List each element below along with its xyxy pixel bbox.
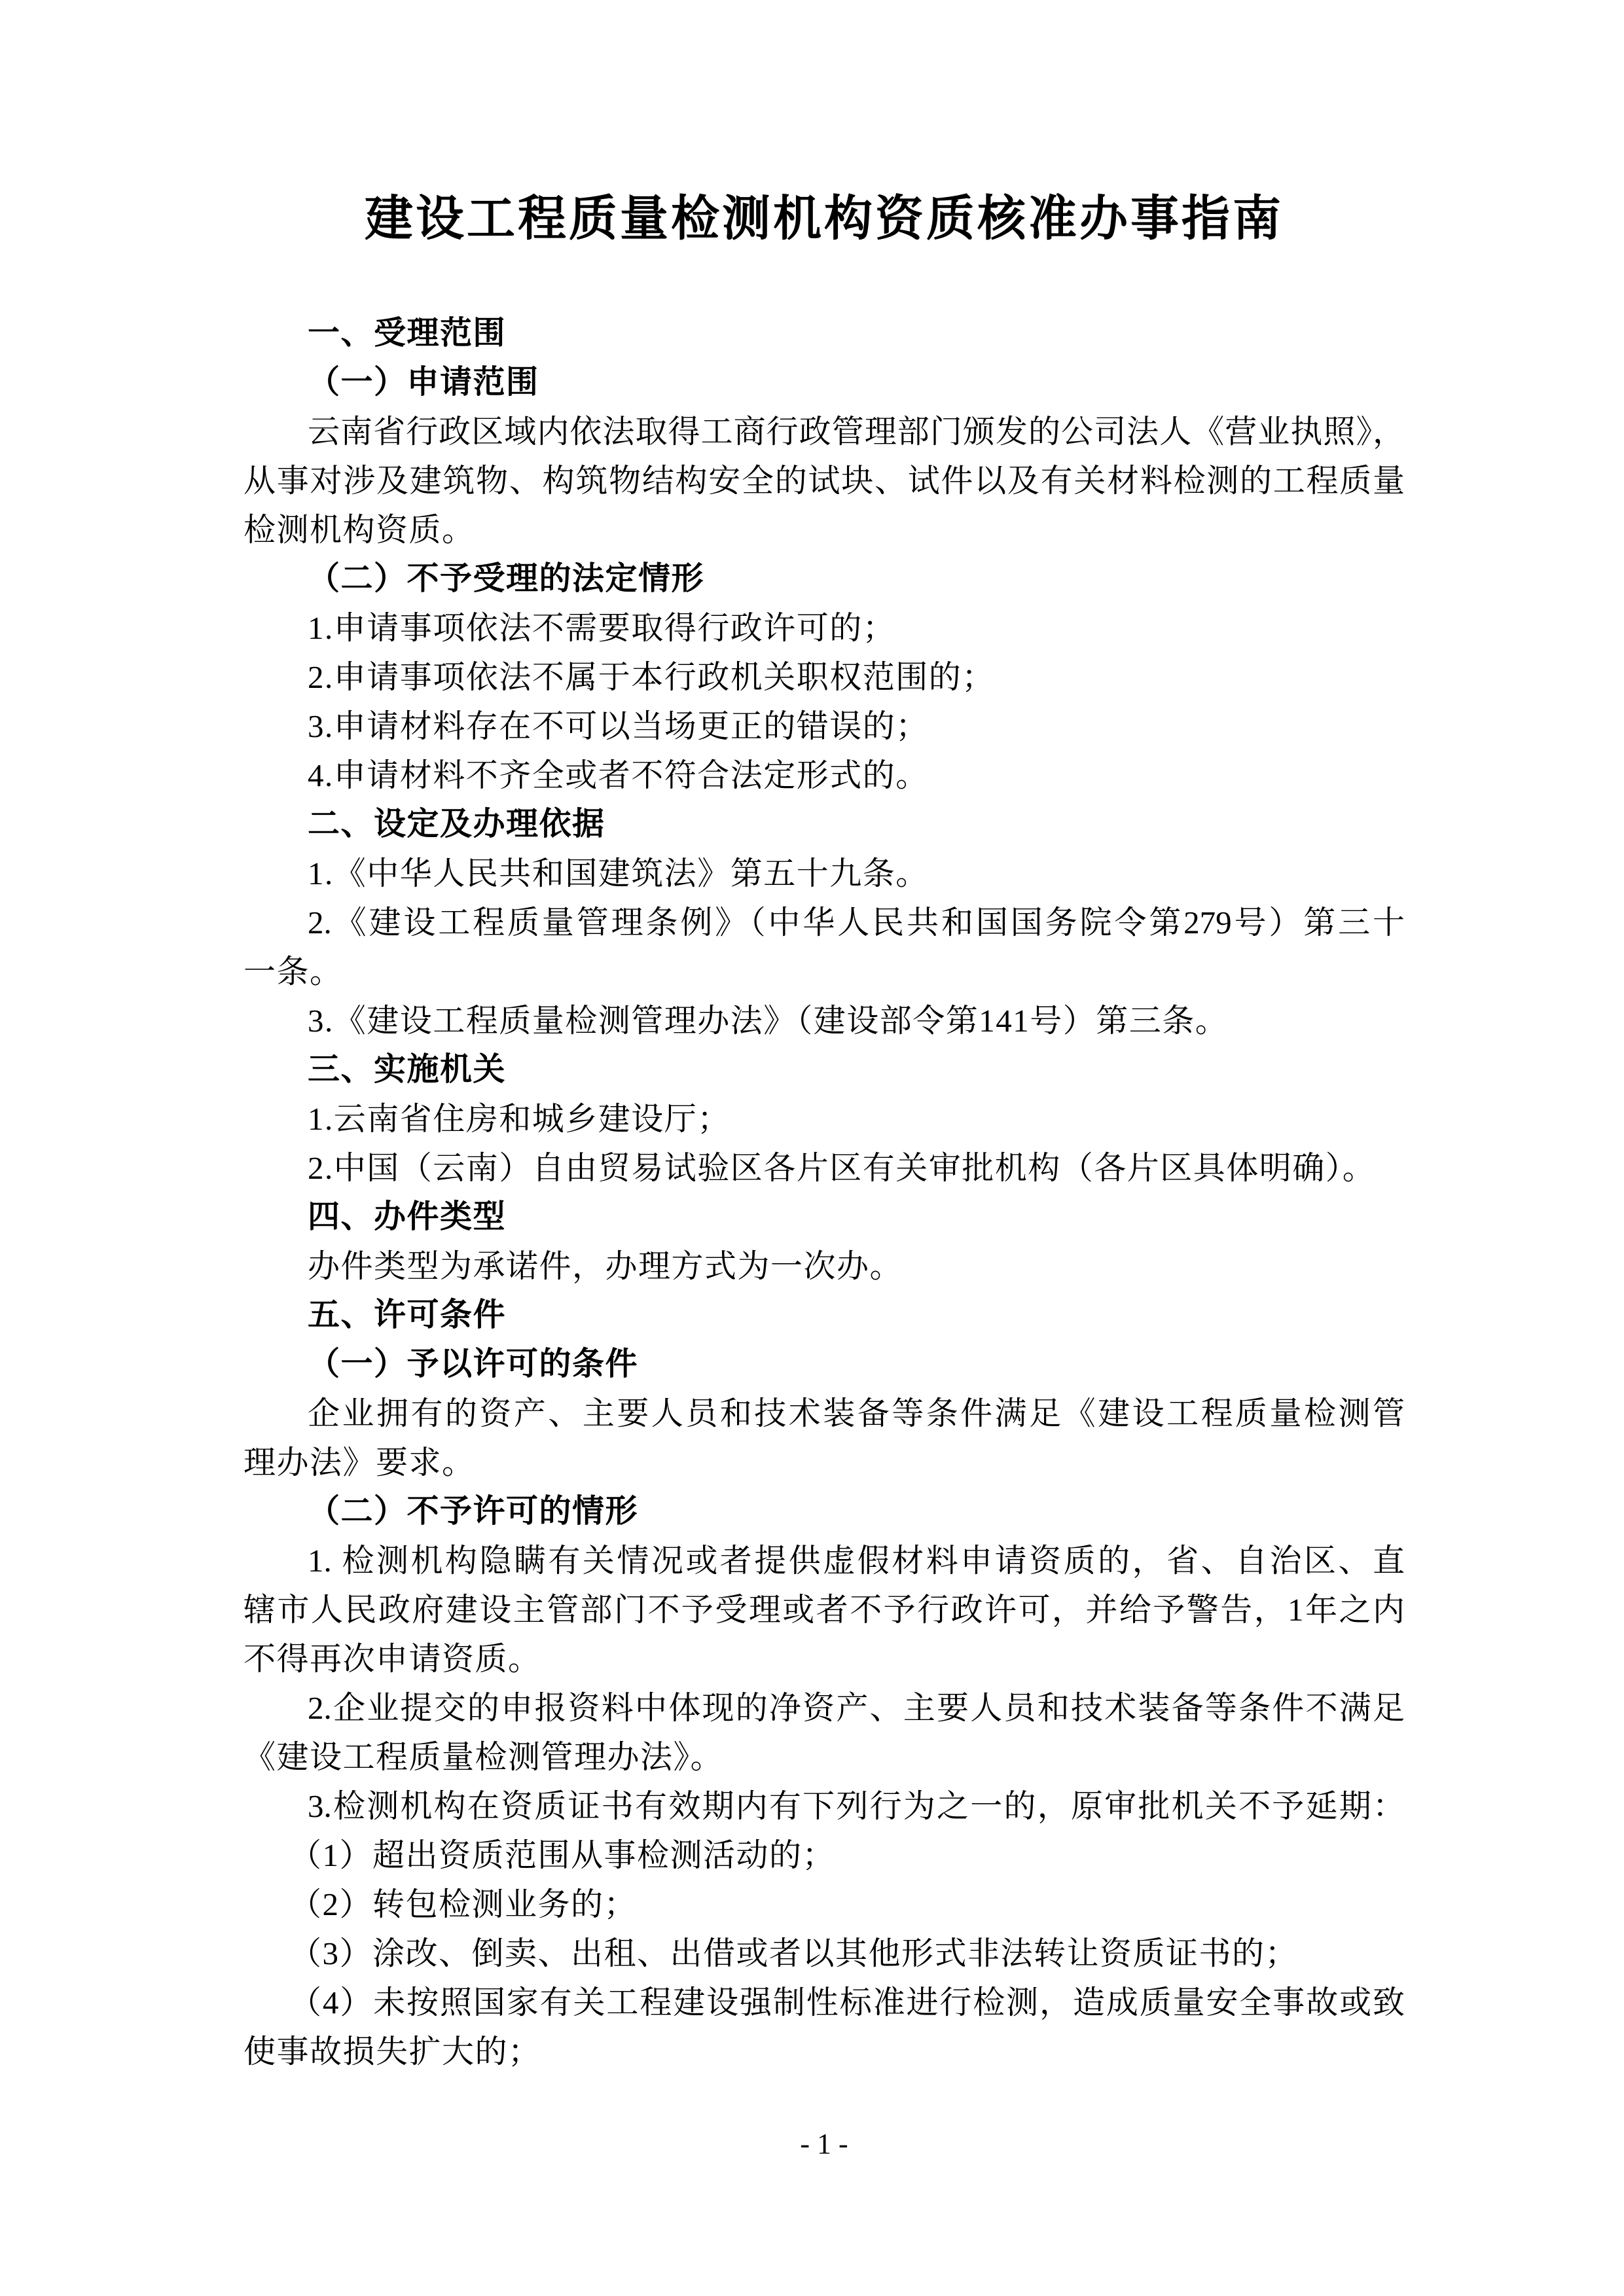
list-item: 1.《中华人民共和国建筑法》第五十九条。 bbox=[308, 855, 929, 891]
list-item: 2.中国（云南）自由贸易试验区各片区有关审批机构（各片区具体明确）。 bbox=[308, 1150, 1376, 1186]
list-item: （4）未按照国家有关工程建设强制性标准进行检测，造成质量安全事故或致 bbox=[289, 1984, 1405, 2020]
page-number: - 1 - bbox=[800, 2128, 848, 2160]
text-line: 云南省行政区域内依法取得工商行政管理部门颁发的公司法人《营业执照》， bbox=[308, 414, 1405, 450]
list-item: 3.申请材料存在不可以当场更正的错误的； bbox=[308, 708, 929, 744]
section-heading: 四、办件类型 bbox=[308, 1199, 507, 1234]
text-line: 使事故损失扩大的； bbox=[244, 2034, 541, 2070]
list-item: 3.检测机构在资质证书有效期内有下列行为之一的，原审批机关不予延期： bbox=[308, 1788, 1405, 1824]
section-heading: 二、设定及办理依据 bbox=[308, 806, 605, 842]
section-heading: 五、许可条件 bbox=[308, 1297, 507, 1333]
section-heading: 一、受理范围 bbox=[308, 315, 507, 351]
section-heading: （二）不予受理的法定情形 bbox=[308, 561, 705, 596]
list-item: 1. 检测机构隐瞒有关情况或者提供虚假材料申请资质的，省、自治区、直 bbox=[308, 1543, 1405, 1579]
section-heading: （一）予以许可的条件 bbox=[308, 1346, 639, 1382]
document-title: 建设工程质量检测机构资质核准办事指南 bbox=[365, 191, 1284, 245]
text-line: 办件类型为承诺件，办理方式为一次办。 bbox=[308, 1248, 903, 1284]
text-line: 检测机构资质。 bbox=[244, 512, 475, 548]
text-line: 一条。 bbox=[244, 954, 343, 990]
text-line: 《建设工程质量检测管理办法》。 bbox=[244, 1739, 724, 1775]
text-line: 从事对涉及建筑物、构筑物结构安全的试块、试件以及有关材料检测的工程质量 bbox=[244, 463, 1405, 499]
list-item: 1.申请事项依法不需要取得行政许可的； bbox=[308, 610, 896, 646]
list-item: 4.申请材料不齐全或者不符合法定形式的。 bbox=[308, 757, 929, 793]
text-line: 不得再次申请资质。 bbox=[244, 1641, 541, 1677]
list-item: 2.申请事项依法不属于本行政机关职权范围的； bbox=[308, 659, 995, 695]
list-item: 3.《建设工程质量检测管理办法》（建设部令第141号）第三条。 bbox=[308, 1003, 1229, 1039]
list-item: （3）涂改、倒卖、出租、出借或者以其他形式非法转让资质证书的； bbox=[289, 1935, 1299, 1971]
list-item: （2）转包检测业务的； bbox=[289, 1886, 638, 1922]
list-item: （1）超出资质范围从事检测活动的； bbox=[289, 1837, 836, 1873]
list-item: 2.《建设工程质量管理条例》（中华人民共和国国务院令第279号）第三十 bbox=[308, 905, 1405, 941]
section-heading: （二）不予许可的情形 bbox=[308, 1494, 639, 1529]
text-line: 企业拥有的资产、主要人员和技术装备等条件满足《建设工程质量检测管 bbox=[308, 1395, 1405, 1431]
list-item: 2.企业提交的申报资料中体现的净资产、主要人员和技术装备等条件不满足 bbox=[308, 1690, 1405, 1726]
document-body bbox=[244, 309, 1405, 2076]
text-line: 辖市人民政府建设主管部门不予受理或者不予行政许可，并给予警告，1年之内 bbox=[244, 1592, 1405, 1628]
list-item: 1.云南省住房和城乡建设厅； bbox=[308, 1101, 731, 1137]
section-heading: 三、实施机关 bbox=[308, 1052, 507, 1087]
section-heading: （一）申请范围 bbox=[308, 365, 539, 400]
text-line: 理办法》要求。 bbox=[244, 1444, 475, 1480]
